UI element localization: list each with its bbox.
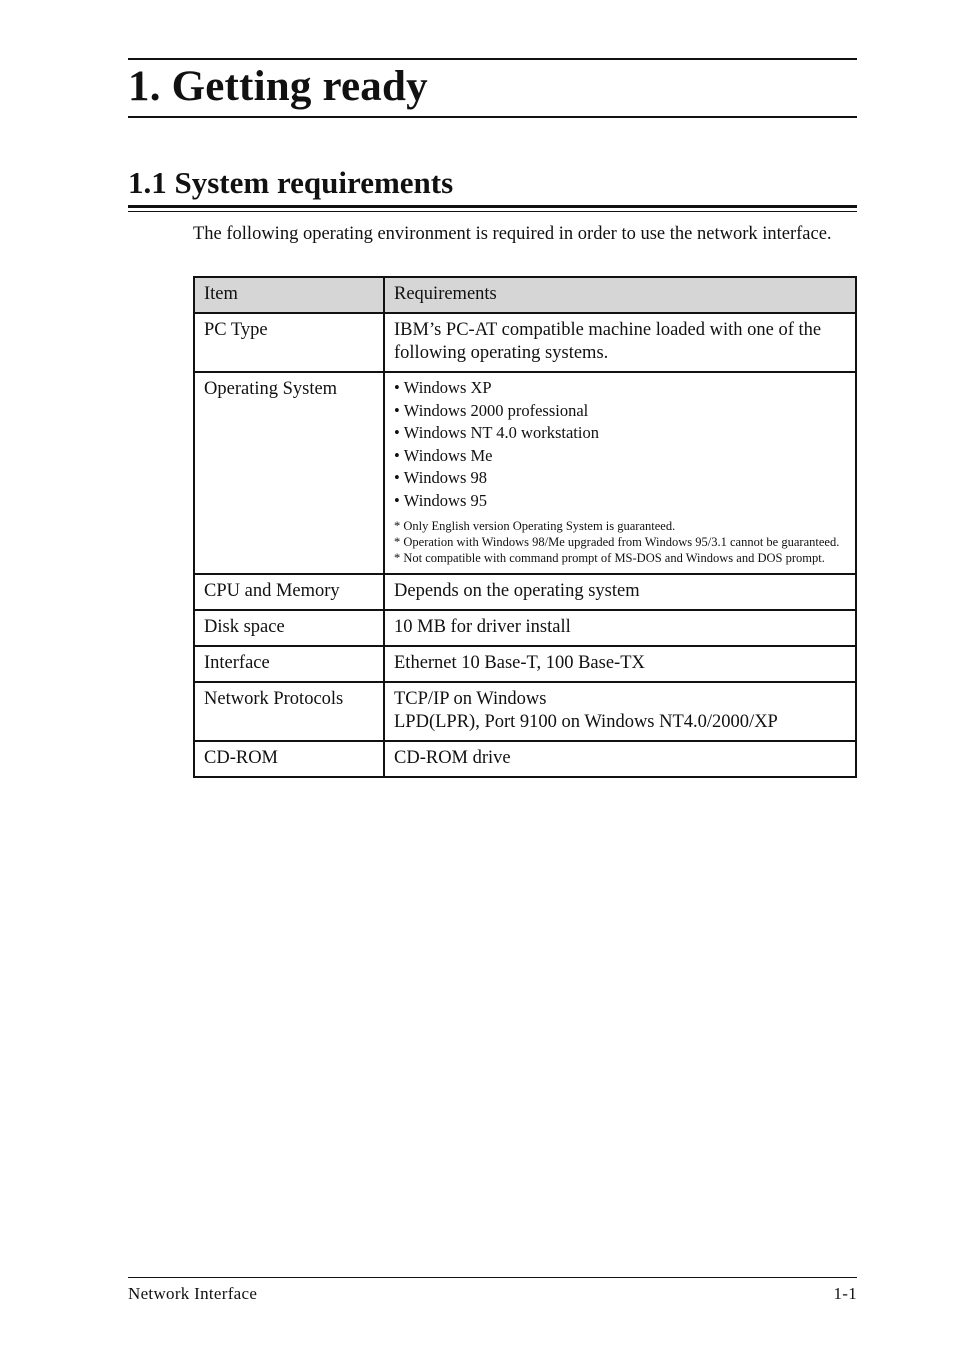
table-row xyxy=(194,574,856,610)
row-requirement: Depends on the operating system xyxy=(384,574,856,610)
intro-paragraph: The following operating environment is required in order to use the network interface. xyxy=(193,224,832,244)
row-requirement xyxy=(384,682,856,741)
requirements-table xyxy=(193,276,857,778)
row-requirement: Ethernet 10 Base-T, 100 Base-TX xyxy=(384,646,856,682)
row-item: CPU and Memory xyxy=(194,574,384,610)
table-row xyxy=(194,741,856,777)
chapter-title: 1. Getting ready xyxy=(128,63,428,110)
os-list-item: • Windows 95 xyxy=(394,490,487,510)
row-requirement: CD-ROM drive xyxy=(384,741,856,777)
section-title: 1.1 System requirements xyxy=(128,165,454,200)
os-list-item: • Windows XP xyxy=(394,378,492,397)
footer-rule xyxy=(128,1277,857,1278)
os-list-item: • Windows Me xyxy=(394,445,493,465)
table-row xyxy=(194,682,856,741)
table-row xyxy=(194,646,856,682)
table-row xyxy=(194,313,856,372)
row-item: PC Type xyxy=(194,313,384,372)
footer-page-number: 1-1 xyxy=(833,1284,857,1303)
os-note: * Operation with Windows 98/Me upgraded from Windows 95/3.1 cannot be guaranteed. xyxy=(394,534,840,549)
section-rule-thin xyxy=(128,211,857,212)
os-note: * Only English version Operating System is guaranteed. xyxy=(394,518,676,533)
row-requirement: 10 MB for driver install xyxy=(384,610,856,646)
table-header-row xyxy=(194,277,856,313)
row-requirement: IBM’s PC-AT compatible machine loaded with one of the following operating systems. xyxy=(384,313,856,372)
os-notes xyxy=(394,518,846,567)
os-list-item: • Windows 2000 professional xyxy=(394,400,589,420)
requirement-line: TCP/IP on Windows xyxy=(394,688,547,709)
chapter-top-rule xyxy=(128,58,857,60)
row-item: CD-ROM xyxy=(194,741,384,777)
row-requirement xyxy=(384,372,856,574)
row-item: Disk space xyxy=(194,610,384,646)
row-item: Network Protocols xyxy=(194,682,384,741)
os-list-item: • Windows 98 xyxy=(394,468,487,488)
os-list xyxy=(394,377,846,513)
row-item: Operating System xyxy=(194,372,384,574)
table-row xyxy=(194,610,856,646)
os-list-item: • Windows NT 4.0 workstation xyxy=(394,423,599,443)
row-item: Interface xyxy=(194,646,384,682)
header-item: Item xyxy=(194,277,384,313)
os-note: * Not compatible with command prompt of MS-DOS and Windows and DOS prompt. xyxy=(394,551,825,566)
section-rule-thick xyxy=(128,205,857,208)
header-requirements: Requirements xyxy=(384,277,856,313)
chapter-bottom-rule xyxy=(128,116,857,118)
requirement-line: LPD(LPR), Port 9100 on Windows NT4.0/2000/XP xyxy=(394,711,778,732)
table-row xyxy=(194,372,856,574)
footer-document-title: Network Interface xyxy=(128,1284,258,1303)
